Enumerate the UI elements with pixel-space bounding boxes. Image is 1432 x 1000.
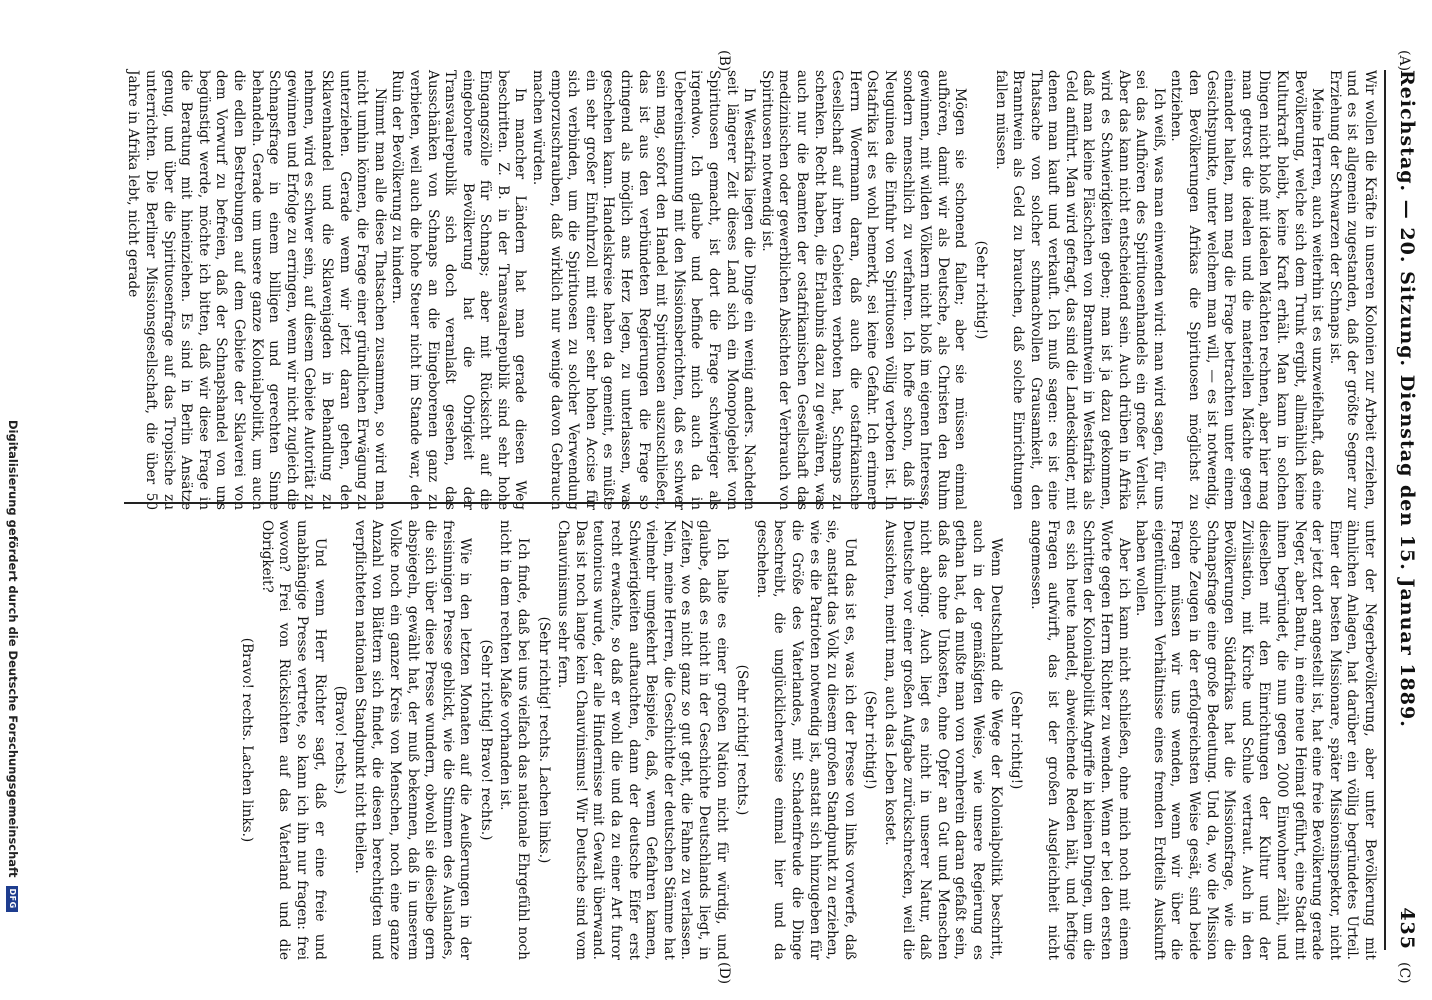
margin-mark-c: (C) [1396, 962, 1412, 984]
paragraph: Aber ich kann nicht schließen, ohne mich noch mit einem Worte gegen Herrn Richter zu wenden. Wenn er bei den ersten Schritten der Kolonialpolitik Angriffe in kleinen Dingen, um die es sich heute handelt, abweichende Reden hält, und heftige Fragen aufwirft, das ist der großen Ausgleichheit nicht angemessen. [1027, 520, 1132, 960]
paragraph: Und das ist es, was ich der Presse von links vorwerfe, daß sie, anstatt das Volk zu diesem großen Standpunkt zu erziehen, wie es die Patrioten notwendig ist, anstatt sich hinzugeben für die Größe des Vaterlandes, mit Schadenfreude die Dinge beschreibt, die unglücklicherweise einmal hier und da geschehen. [753, 520, 858, 960]
margin-mark-d: (D) [716, 962, 732, 985]
left-text-column [124, 70, 1378, 510]
page-number: 435 [1396, 907, 1418, 950]
interjection: (Sehr richtig!) [1008, 690, 1025, 790]
column-divider [124, 502, 924, 504]
running-head-title: Reichstag. — 20. Sitzung. Dienstag den 15. Januar 1889. [1396, 70, 1418, 728]
interjection: (Bravo! rechts. Lachen links.) [239, 637, 256, 843]
paragraph: Ich finde, daß bei uns vielfach das nationale Ehrgefühl noch nicht in dem rechten Maße vorhanden ist. [497, 520, 532, 960]
header-rule [1384, 70, 1386, 950]
paragraph: In Westafrika liegen die Dinge ein wenig anders. Nachdem seit längerer Zeit dieses Land sich ein Monopolgebiet vom Spirituosen gemacht, ist dort die Frage schwieriger als irgendwo. Ich glaube und befinde mich auch da in Uebereinstimmung mit den Missionsberichten, daß es schwer sein mag, sofort den Handel mit Spirituosen auszuschließen, das ist aus den verbündeten Regierungen die Frage so dringend als möglich ans Herz legen, zu unterlassen, was geschehen kann. Handelskreise haben da gemeint, es müßte ein sehr großer Einfuhrzoll mit einer sehr hohen Accise für sich verbinden, um die Spirituosen zu solcher Verwendung emporzuschrauben, daß wirklich nur wenige davon Gebrauch machen würden. [530, 70, 758, 510]
margin-mark-b: (B) [716, 50, 732, 72]
paragraph: Ich halte es einer großen Nation nicht für würdig, und glaube, daß es nicht in der Geschichte Deutschlands liegt, in Zeiten, wo es nicht ganz so gut geht, die Fahne zu verlassen. Nein, meine Herren, die Geschichte der deutschen Stämme hat vielmehr umgekehrt Beispiele, daß, wenn Gefahren kamen, Schwierigkeiten auftauchten, dann der deutsche Eifer erst recht erwachte, so daß er wohl die und da zu einer Art furor teutonicus wurde, der alle Hindernisse mit Gewalt überwand. Das ist noch lange kein Chauvinismus! Wir Deutsche sind vom Chauvinismus sehr fern. [555, 520, 730, 960]
interjection: (Sehr richtig!) [862, 690, 879, 790]
running-head [1388, 70, 1418, 950]
paragraph: unter der Negerbevölkerung, aber unter Bevölkerung mit ähnlichen Anlagen, hat darüber ein völlig begründetes Urteil. Einer der besten Missionare, später Missionsinspektor, nicht der jetzt dort angestellt ist, hat eine freie Bevölkerung gerade Neger, aber Bantu, in eine neue Heimat geführt, eine Stadt mit ihnen begründet, die nun gegen 2000 Einwohner zählt, und dieselben mit den Einrichtungen der Kultur und der Zivilisation, mit Kirche und Schule vertraut. Auch in den Bevölkerungen Südafrikas hat die Missionsfrage, wie die Schnapsfrage eine große Bedeutung. Und da, wo die Mission solche Zeugen in der erfolgreichsten Weise gesät, sind beide Fragen müssen wir uns wenden, wenn wir über die eigentümlichen Verhältnisse eines fremden Erdteils Auskunft haben wollen. [1133, 520, 1378, 960]
paragraph: Wenn Deutschland die Wege der Kolonialpolitik beschritt, auch in der gemäßigten Weise, wie unsere Regierung es gethan hat, da mußte man von vornherein daran gefaßt sein, daß das ohne Unkosten, ohne Opfer an Gut und Menschen nicht abging. Auch liegt es nicht in unserer Natur, daß Deutsche vor einer großen Aufgabe zurückschrecken, weil die Aussichten, meint man, auch das Leben kostet. [881, 520, 1004, 960]
margin-mark-a: (A) [1396, 50, 1412, 72]
interjection: (Sehr richtig! Bravo! rechts.) [477, 639, 494, 841]
digitization-credit [6, 420, 20, 1000]
paragraph: Und wenn Herr Richter sagt, daß er eine freie und unabhängige Presse vertrete, so kann ich ihn nur fragen: frei wovon? Frei von Rücksichten auf das Vaterland und die Obrigkeit? [258, 520, 328, 960]
paragraph: Meine Herren, auch weiterhin ist es unzweifelhaft, daß eine Bevölkerung, welche sich dem Trunk ergibt, allmählich keine Kulturkraft bleibt, keine Kraft erhält. Man kann in solchen Dingen nicht bloß mit idealen Mächten rechnen, aber hier mag man getrost die idealen und die materiellen Mächte gegen einander halten, man mag die Frage betrachten unter einem Gesichtspunkte, unter welchem man will, — es ist notwendig, den Bevölkerungen Afrikas die Spirituosen möglichst zu entziehen. [1168, 70, 1326, 510]
right-text-column [235, 520, 1378, 960]
interjection: (Bravo! rechts.) [332, 685, 349, 795]
paragraph: Wie in den letzten Monaten auf die Aeußerungen in der freisinnigen Presse geblickt, wie die Stimmen des Auslandes, die sich über diese Presse wundern, obwohl sie dieselbe gern abspiegeln, gewählt hat, der muß bekennen, daß in unserem Volke noch ein ganzer Kreis von Menschen, noch eine ganze Anzahl von Blättern sich findet, die diesen berechtigten und verpflichteten nationalen Standpunkt nicht theilen. [351, 520, 474, 960]
interjection: (Sehr richtig! rechts.) [734, 664, 751, 816]
credit-text: Digitalisierung gefördert durch die Deutsche Forschungsgemeinschaft [6, 420, 20, 878]
paragraph: Wir wollen die Kräfte in unseren Kolonien zur Arbeit erziehen, und es ist allgemein zugestanden, daß der größte Segner zur Erziehung der Schwarzen der Schnaps ist. [1326, 70, 1378, 510]
interjection: (Sehr richtig! rechts. Lachen links.) [535, 616, 552, 864]
paragraph: Nimmt man alle diese Thatsachen zusammen, so wird man nicht umhin können, die Frage einer gründlichen Erwägung zu unterziehen. Gerade wenn wir jetzt daran gehen, den Sklavenhandel und die Sklavenjagden in Behandlung zu nehmen, wird es schwer sein, auf diesem Gebiete Autorität zu gewinnen und Erfolge zu erringen, wenn wir nicht zugleich die Schnapsfrage in einem billigen und gerechten Sinne behandeln. Gerade um unsere ganze Kolonialpolitik, um auch die edlen Bestrebungen auf dem Gebiete der Sklaverei von dem Vorwurf zu befreien, daß der Schnapshandel von uns begünstigt werde, möchte ich bitten, daß wir diese Frage in die Beratung mit hineinziehen. Es sind in Berlin Ansätze genug, und über die Spirituosenfrage auf das Tropische zu unterrichten. Die Berliner Missionsgesellschaft, die über 50 Jahre in Afrika lebt, nicht gerade [125, 70, 388, 510]
paragraph: In mancher Ländern hat man gerade diesen Weg beschritten. Z. B. in der Transvaalrepublik sind sehr hohe Eingangszölle für Schnaps; aber mit Rücksicht auf die eingeborene Bevölkerung hat die Obrigkeit der Transvaalrepublik sich doch veranlaßt gesehen, das Ausschänken von Schnaps an die Eingeborenen ganz zu verbieten, weil auch die hohe Steuer nicht im Stande war, den Ruin der Bevölkerung zu hindern. [389, 70, 529, 510]
paragraph: Ich weiß, was man einwenden wird: man wird sagen, für uns sei das Aufhören des Spirituosenhandels ein großer Verlust. Aber das kann nicht entscheidend sein. Auch drüben in Afrika wird es Schwierigkeiten geben; man ist ja dazu gekommen, daß man kleine Fläschchen von Branntwein in Westafrika als Geld anführt. Man wird gefragt, das sind die Landeskinder, mit denen man kauft und verkauft. Ich muß sagen: es ist eine Thatsache von solcher schmachvollen Grausamkeit, den Branntwein als Geld zu brauchen, daß solche Einrichtungen fallen müssen. [992, 70, 1167, 510]
dfg-logo: DFG [7, 886, 19, 912]
interjection: (Sehr richtig!) [972, 240, 989, 340]
paragraph: Mögen sie schonend fallen; aber sie müssen einmal aufhören, damit wir als Deutsche, als Christen den Ruhm gewinnen, mit wilden Völkern nicht bloß im eigenen Interesse, sondern menschlich zu verfahren. Ich hoffe schon, daß in Neuguinea die Einfuhr von Spirituosen völlig verboten ist. In Ostafrika ist es wohl bemerkt, sei keine Gefahr. Ich erinnere Herrn Woermann daran, daß auch die ostafrikanische Gesellschaft auf ihren Gebieten verboten hat, Schnaps zu schenken. Recht haben, die Erlaubnis dazu zu gewähren, was auch nur die Beamten der ostafrikanischen Gesellschaft das medizinischen oder gewerblichen Absichten der Verbrauch von Spirituosen notwendig ist. [758, 70, 969, 510]
